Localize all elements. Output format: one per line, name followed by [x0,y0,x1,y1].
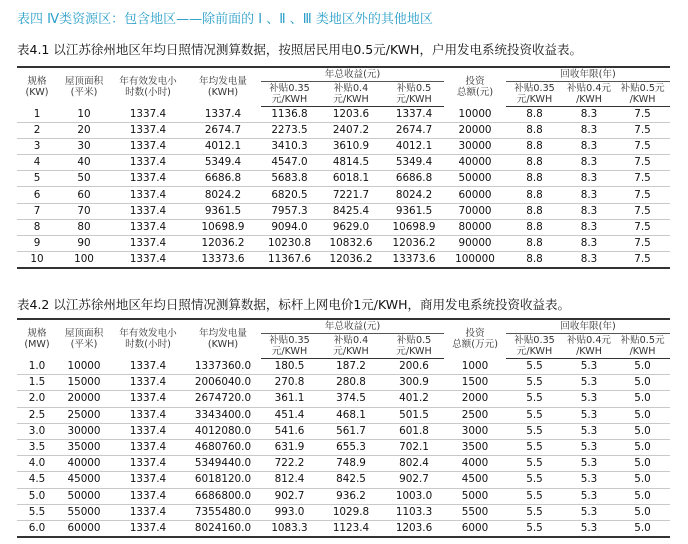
table-row [17,391,670,407]
table-cell: 6686.8 [204,172,242,185]
table-cell: 6018.1 [332,172,370,185]
table-row [17,187,670,203]
table-cell: 1083.3 [271,521,308,534]
table-cell: 90000 [458,236,492,249]
table-cell: 50 [77,172,91,185]
table-cell: 451.4 [274,408,305,421]
table-row [17,407,670,423]
table-cell: 722.2 [274,457,305,470]
table-cell: 2500 [461,408,489,421]
table-cell: 9361.5 [395,204,433,217]
table-cell: 20 [77,124,91,137]
table-cell: 1500 [461,376,489,389]
table-cell: 30 [77,140,91,153]
table-cell: 30000 [458,140,492,153]
table-cell: 200.6 [399,360,429,373]
header-revenue-subsidy-05: 补贴0.5 元/KWH [384,334,444,359]
table-cell: 40000 [458,156,492,169]
table-cell: 7.5 [634,236,651,249]
header-payback-subsidy-035: 补贴0.35 元/KWH [506,334,563,359]
header-payback-subsidy-035: 补贴0.35 元/KWH [506,82,563,107]
table-cell: 10000 [67,359,101,372]
table-cell: 802.4 [399,457,429,470]
table-cell: 1337.4 [129,473,167,486]
header-payback-subsidy-05: 补贴0.5元 /KWH [615,334,670,359]
table-cell: 1203.6 [332,108,370,121]
table-cell: 1337.4 [129,505,167,518]
header-investment: 投资 总额(万元) [452,328,498,351]
table-cell: 2.0 [28,392,46,405]
table-cell: 5683.8 [271,172,308,185]
table-cell: 1337.4 [129,140,167,153]
table-cell: 5.5 [526,521,543,534]
table1-caption: 表4.1 以江苏徐州地区年均日照情况测算数据，按照居民用电0.5元/KWH，户用发电系统投资收益表。 [17,42,582,57]
header-revenue-subsidy-035: 补贴0.35 元/KWH [261,82,318,107]
table-cell: 1337.4 [129,376,167,389]
table-cell: 9094.0 [271,220,308,233]
table-cell: 1337.4 [129,392,167,405]
table-cell: 842.5 [336,473,366,486]
table-cell: 30000 [67,424,101,437]
table-cell: 5.3 [580,392,598,405]
table-cell: 7.5 [634,252,651,265]
table-cell: 8.3 [580,236,598,249]
table-row [17,123,670,139]
table-cell: 5500 [461,505,489,518]
table-cell: 7.5 [634,108,651,121]
table-cell: 10230.8 [268,236,311,249]
table-cell: 5.0 [634,489,651,502]
table-cell: 2.5 [28,408,46,421]
table-row [17,439,670,455]
table-cell: 8.3 [580,220,598,233]
table-row [17,107,670,123]
table-cell: 5349440.0 [194,457,252,470]
table-cell: 5.3 [580,489,598,502]
section-heading: 表四 Ⅳ类资源区：包含地区——除前面的 Ⅰ 、Ⅱ 、Ⅲ 类地区外的其他地区 [17,12,433,27]
table-cell: 20000 [458,124,492,137]
table-cell: 270.8 [274,376,305,389]
table-cell: 5.0 [634,521,651,534]
table-cell: 4.0 [28,457,46,470]
table-cell: 7.5 [634,156,651,169]
table-cell: 60000 [67,521,101,534]
table-cell: 5000 [461,489,489,502]
table-cell: 902.7 [274,489,305,502]
table-cell: 5.5 [28,505,46,518]
table-cell: 361.1 [274,392,305,405]
header-revenue-subsidy-035: 补贴0.35 元/KWH [261,334,318,359]
table-cell: 12036.2 [201,236,245,249]
table-cell: 4500 [461,473,489,486]
table-cell: 3 [33,140,41,153]
table-cell: 6000 [461,521,489,534]
table-cell: 80 [77,220,91,233]
table-cell: 2273.5 [271,124,308,137]
table-cell: 4000 [461,457,489,470]
table-cell: 40000 [67,457,101,470]
table-cell: 5.0 [634,376,651,389]
table-cell: 501.5 [399,408,429,421]
table-cell: 6.0 [28,521,46,534]
table-cell: 2006040.0 [194,376,252,389]
table-cell: 541.6 [274,424,305,437]
table-cell: 5.5 [526,505,543,518]
table-cell: 1337.4 [129,489,167,502]
table-cell: 8 [33,220,41,233]
table-cell: 2674720.0 [194,392,252,405]
table-cell: 6 [33,188,41,201]
table-cell: 8.3 [580,140,598,153]
table-cell: 5.3 [580,473,598,486]
table-cell: 3410.3 [271,140,308,153]
table-cell: 10 [30,252,44,265]
table-cell: 45000 [67,473,101,486]
table-cell: 55000 [67,505,101,518]
table-cell: 40 [77,156,91,169]
table-cell: 4547.0 [271,156,308,169]
header-revenue-group: 年总收益(元) [261,319,444,334]
table-cell: 35000 [67,441,101,454]
table-cell: 2674.7 [204,124,242,137]
table-cell: 748.9 [336,457,366,470]
table-cell: 3.0 [28,424,46,437]
table-cell: 1.5 [28,376,46,389]
table2 [17,318,670,538]
table-cell: 8.3 [580,204,598,217]
table-cell: 5.3 [580,441,598,454]
table-cell: 601.8 [399,424,429,437]
table-cell: 5.5 [526,489,543,502]
table-cell: 11367.6 [268,252,311,265]
header-revenue-group: 年总收益(元) [261,67,444,82]
table-cell: 468.1 [336,408,366,421]
table-cell: 9 [33,236,41,249]
table-cell: 4 [33,156,41,169]
header-annual-output: 年均发电量 (KWH) [199,328,247,351]
table-cell: 5.3 [580,360,598,373]
table-cell: 1337360.0 [194,359,252,372]
table-cell: 7.5 [634,140,651,153]
table-cell: 1337.4 [129,457,167,470]
table-cell: 1337.4 [129,408,167,421]
table-row [17,219,670,235]
table-cell: 5.5 [526,376,543,389]
table-cell: 4012.1 [204,140,242,153]
table-row [17,359,670,375]
table-cell: 4012.1 [395,140,433,153]
table-cell: 5.5 [526,392,543,405]
header-scale: 规格 (KW) [25,76,49,99]
table-cell: 4680760.0 [194,441,252,454]
table-row [17,375,670,391]
table-cell: 8.3 [580,124,598,137]
table-cell: 5.0 [634,360,651,373]
table-cell: 5349.4 [395,156,433,169]
table-cell: 5.0 [634,392,651,405]
table-cell: 1337.4 [129,107,167,120]
header-scale: 规格 (MW) [24,328,50,351]
table-cell: 300.9 [399,376,429,389]
table-row [17,456,670,472]
header-payback-group: 回收年限(年) [506,67,670,82]
table-cell: 5.0 [28,489,46,502]
table-row [17,203,670,219]
table-cell: 5.3 [580,408,598,421]
table-cell: 993.0 [274,505,305,518]
table-cell: 80000 [458,220,492,233]
table-cell: 5.3 [580,457,598,470]
table-cell: 401.2 [399,392,429,405]
table-cell: 8.8 [526,188,543,201]
table-cell: 13373.6 [392,252,436,265]
table-cell: 1337.4 [395,108,433,121]
table-cell: 5.3 [580,505,598,518]
table-cell: 6018120.0 [194,473,252,486]
header-roof-area: 屋顶面积 (平米) [64,328,104,351]
table-cell: 5.0 [634,424,651,437]
table-cell: 5.5 [526,360,543,373]
table-cell: 5.0 [634,408,651,421]
table-cell: 8.8 [526,252,543,265]
table-cell: 5.3 [580,521,598,534]
header-revenue-subsidy-04: 补贴0.4 元/KWH [318,82,384,107]
table-cell: 100 [74,252,94,265]
table-cell: 3343400.0 [194,408,252,421]
table-row [17,472,670,488]
table-cell: 5.5 [526,441,543,454]
table-cell: 10832.6 [329,236,373,249]
table-cell: 4.5 [28,473,46,486]
table-cell: 25000 [67,408,101,421]
table-cell: 1337.4 [129,188,167,201]
table-cell: 1337.4 [129,359,167,372]
table1 [17,66,670,269]
table-row [17,171,670,187]
table-cell: 8.8 [526,140,543,153]
table-cell: 6820.5 [271,188,308,201]
table-cell: 1337.4 [129,521,167,534]
table-cell: 5.5 [526,473,543,486]
table-cell: 5.0 [634,441,651,454]
table-cell: 2000 [461,392,489,405]
table-cell: 1337.4 [129,124,167,137]
table-row [17,520,670,537]
table-cell: 7.5 [634,204,651,217]
table-cell: 9361.5 [204,204,242,217]
table-cell: 1029.8 [332,505,370,518]
table-cell: 5.5 [526,408,543,421]
table-cell: 1337.4 [129,172,167,185]
table-cell: 1337.4 [129,236,167,249]
table-cell: 10 [77,107,91,120]
table-cell: 8.3 [580,252,598,265]
table-cell: 3000 [461,424,489,437]
header-roof-area: 屋顶面积 (平米) [64,76,104,99]
table-cell: 60 [77,188,91,201]
table-cell: 4012080.0 [194,424,252,437]
table-cell: 280.8 [336,376,366,389]
table-cell: 1337.4 [129,204,167,217]
header-revenue-subsidy-04: 补贴0.4 元/KWH [318,334,384,359]
table-cell: 5.0 [634,505,651,518]
table-cell: 9629.0 [332,220,370,233]
header-effective-hours: 年有效发电小 时数(小时) [119,76,177,99]
table-cell: 2674.7 [395,124,433,137]
table-cell: 7221.7 [332,188,370,201]
table-cell: 8.8 [526,124,543,137]
table-cell: 655.3 [336,441,366,454]
table-cell: 1000 [461,359,489,372]
table-cell: 10698.9 [201,220,245,233]
table-cell: 1.0 [28,359,46,372]
table-cell: 812.4 [274,473,305,486]
table-cell: 5 [33,172,41,185]
table-cell: 8.8 [526,220,543,233]
table-cell: 50000 [67,489,101,502]
table-cell: 1103.3 [395,505,433,518]
table-cell: 7.5 [634,188,651,201]
header-investment: 投资 总额(元) [456,76,494,99]
table-cell: 8.8 [526,204,543,217]
table-cell: 8.8 [526,108,543,121]
table-cell: 561.7 [336,424,366,437]
table-cell: 5.0 [634,457,651,470]
table-cell: 7355480.0 [194,505,252,518]
header-payback-subsidy-05: 补贴0.5元 /KWH [615,82,670,107]
table-cell: 3500 [461,441,489,454]
table-cell: 8.8 [526,236,543,249]
table-cell: 1123.4 [332,521,370,534]
table2-caption: 表4.2 以江苏徐州地区年均日照情况测算数据，标杆上网电价1元/KWH，商用发电系统投资收益表。 [17,297,571,312]
table-cell: 902.7 [399,473,429,486]
table-cell: 13373.6 [201,252,245,265]
table-cell: 5.0 [634,473,651,486]
table-cell: 7.5 [634,124,651,137]
table-cell: 20000 [67,392,101,405]
table-cell: 6686800.0 [194,489,252,502]
table-cell: 8024.2 [395,188,433,201]
table-cell: 12036.2 [329,252,373,265]
table-cell: 8.8 [526,172,543,185]
table-cell: 1203.6 [395,521,433,534]
table-cell: 1337.4 [129,220,167,233]
table-row [17,155,670,171]
table-cell: 1003.0 [395,489,433,502]
table-cell: 10000 [458,107,492,120]
header-annual-output: 年均发电量 (KWH) [199,76,247,99]
header-revenue-subsidy-05: 补贴0.5 元/KWH [384,82,444,107]
table-cell: 5.3 [580,424,598,437]
header-effective-hours: 年有效发电小 时数(小时) [119,328,177,351]
table-cell: 5.3 [580,376,598,389]
table-cell: 180.5 [274,360,305,373]
table-cell: 1 [33,107,41,120]
table-row [17,235,670,251]
table-cell: 7 [33,204,41,217]
table-cell: 936.2 [336,489,366,502]
table-cell: 1136.8 [271,108,308,121]
table-row [17,139,670,155]
table-row [17,423,670,439]
table-cell: 187.2 [336,360,366,373]
table-cell: 10698.9 [392,220,436,233]
table-cell: 631.9 [274,441,305,454]
header-payback-subsidy-04: 补贴0.4元 /KWH [563,82,615,107]
table-cell: 8425.4 [332,204,370,217]
table-cell: 1337.4 [129,424,167,437]
table-row [17,251,670,268]
table-cell: 5349.4 [204,156,242,169]
table-cell: 6686.8 [395,172,433,185]
table-cell: 8.8 [526,156,543,169]
table-cell: 2 [33,124,41,137]
table-cell: 8.3 [580,188,598,201]
header-payback-group: 回收年限(年) [506,319,670,334]
table-cell: 70000 [458,204,492,217]
table-cell: 12036.2 [392,236,436,249]
table-cell: 100000 [455,252,495,265]
table-cell: 8024160.0 [194,521,252,534]
header-payback-subsidy-04: 补贴0.4元 /KWH [563,334,615,359]
table-cell: 2407.2 [332,124,370,137]
table-cell: 8.3 [580,156,598,169]
table-cell: 15000 [67,376,101,389]
table-cell: 50000 [458,172,492,185]
table-cell: 60000 [458,188,492,201]
table-cell: 3.5 [28,441,46,454]
table-cell: 7957.3 [271,204,308,217]
table-cell: 702.1 [399,441,429,454]
table-row [17,488,670,504]
table-cell: 1337.4 [129,441,167,454]
table-cell: 1337.4 [204,107,242,120]
table-cell: 1337.4 [129,156,167,169]
table-cell: 70 [77,204,91,217]
table-row [17,504,670,520]
table-cell: 7.5 [634,172,651,185]
table-cell: 1337.4 [129,252,167,265]
table-cell: 374.5 [336,392,366,405]
table-cell: 7.5 [634,220,651,233]
table-cell: 90 [77,236,91,249]
table-cell: 8.3 [580,172,598,185]
table-cell: 5.5 [526,457,543,470]
table-cell: 5.5 [526,424,543,437]
table-cell: 8.3 [580,108,598,121]
table-cell: 3610.9 [332,140,370,153]
table-cell: 8024.2 [204,188,242,201]
table-cell: 4814.5 [332,156,370,169]
